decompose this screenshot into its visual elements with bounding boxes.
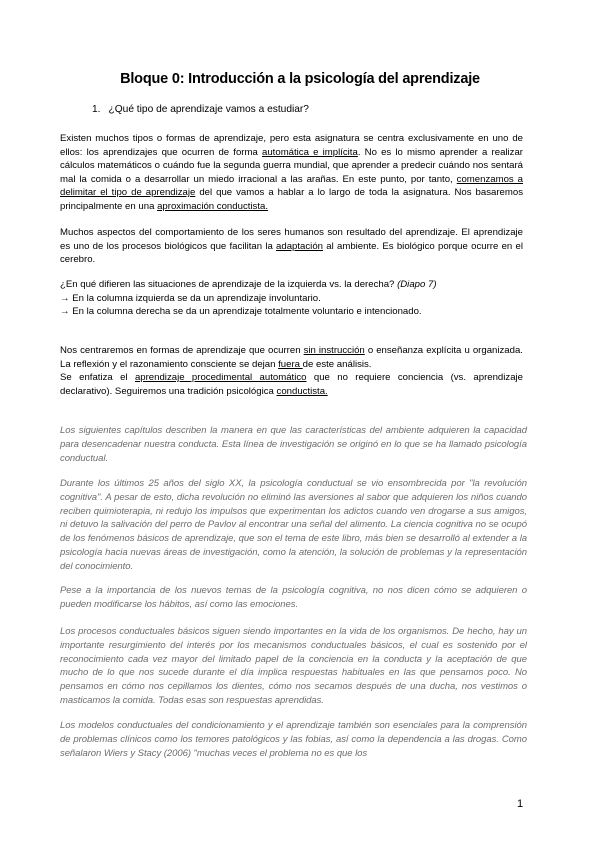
p1-underline-automatic: automática e implícita (262, 146, 358, 158)
p4-text-5: que no requiere conciencia (vs. aprendizaje declarativo). Seguiremos una tradición psicológica (60, 372, 523, 397)
quote-paragraph: Los procesos conductuales básicos siguen siendo importantes en la vida de los organismos. De hecho, hay un importante resurgimiento del interés por los mecanismos conductuales básicos, el cual es sostenido por el reconocimiento cada vez mayor del limitado papel de la conciencia en la conducta y la aceptación de que mucho de lo que nos sucede durante el día implica respuestas habituales en las que pensamos poco. No pensamos en cómo nos cepillamos los dientes, cómo nos secamos después de una ducha, nos vestimos o masticamos la comida. Todas esas son respuestas aprendidas. (60, 626, 527, 706)
section-heading (92, 104, 309, 115)
page-number: 1 (517, 798, 524, 810)
p4-underline-outside: fuera (278, 358, 303, 370)
quote-paragraph: Pese a la importancia de los nuevos temas de la psicología cognitiva, no nos dicen cómo se adquieren o pueden modificarse los hábitos, así como las emociones. (60, 585, 527, 610)
p1-underline-delimit: comenzamos a delimitar el tipo de aprendizaje (60, 173, 523, 199)
quote-paragraph: Los modelos conductuales del condicionamiento y el aprendizaje también son esenciales para la comprensión de problemas clínicos como los temores patológicos y las fobias, así como la dependencia a las drogas. Como señalaron Wiers y Stacy (2006) "muchas veces el problema no es que los (60, 720, 527, 759)
focus-line-1 (60, 344, 523, 371)
question-text: ¿En qué difieren las situaciones de aprendizaje de la izquierda vs. la derecha? (60, 279, 398, 290)
p2-text-1: Muchos aspectos del comportamiento de los seres humanos son resultado del aprendizaje. El aprendizaje es uno de los procesos biológicos que facilitan la (60, 227, 523, 252)
quote-paragraph: Los siguientes capítulos describen la manera en que las características del ambiente adquieren la capacidad para desencadenar nuestra conducta. Esta línea de investigación se originó en lo que se ha llamado psicología conductual. (60, 425, 527, 464)
paragraph-focus (60, 344, 523, 398)
question-reference: (Diapo 7) (397, 279, 437, 290)
paragraph-learning-types (60, 132, 523, 214)
question-line (60, 278, 530, 292)
p1-underline-behaviorist: aproximación conductista. (157, 200, 268, 212)
page-title: Bloque 0: Introducción a la psicología del aprendizaje (120, 71, 480, 87)
paragraph-adaptation (60, 226, 523, 267)
section-number: 1. (92, 104, 101, 115)
p4-text-2: o enseñanza explícita u organizada. La reflexión y el razonamiento consciente se dejan (60, 345, 523, 370)
p2-underline-adaptation: adaptación (276, 240, 323, 252)
focus-line-2 (60, 371, 523, 398)
answer-line-left: → En la columna izquierda se da un aprendizaje involuntario. (60, 292, 321, 304)
answer-line-right: → En la columna derecha se da un aprendizaje totalmente voluntario e intencionado. (60, 306, 422, 318)
p1-text-2: . No es lo mismo aprender a realizar cálculos matemáticos o cuándo fue la segunda guerra mundial, que aprender a predecir cuándo nos sentará mal la comida o a desarrollar un miedo irracional a las arañas. En este punto, por tanto, (60, 146, 523, 185)
p1-text-3: del que vamos a hablar a lo largo de toda la asignatura. Nos basaremos principalmente en una (60, 187, 523, 212)
p4-text-1: Nos centraremos en formas de aprendizaje que ocurren (60, 345, 304, 356)
p1-text-1: Existen muchos tipos o formas de aprendizaje, pero esta asignatura se centra exclusivamente en uno de ellos: los aprendizajes que ocurren de forma (60, 133, 523, 158)
p4-text-4: Se enfatiza el (60, 372, 135, 384)
p4-underline-no-instruction: sin instrucción (303, 345, 365, 356)
p2-text-2: al ambiente. Es biológico porque ocurre en el cerebro. (60, 240, 523, 266)
p4-underline-behaviorist: conductista. (276, 385, 328, 397)
quote-paragraph: Durante los últimos 25 años del siglo XX, la psicología conductual se vio ensombrecida por "la revolución cognitiva". A pesar de esto, dicha revolución no eliminó las aversiones al sabor que adquieren los niños cuando reciben quimioterapia, ni redujo los impulsos que experimentan los adictos cuando ven drogarse a sus amigos, ni detuvo la salivación del perro de Pavlov al encontrar una señal del alimento. La ciencia cognitiva no se ocupó de los fenómenos básicos de aprendizaje, que son el tema de este libro, más bien se desarrolló al extender a la psicología hacia nuevas áreas de investigación, como la atención, la solución de problemas y la representación del conocimiento. (60, 478, 527, 572)
p4-underline-procedural: aprendizaje procedimental automático (134, 372, 307, 384)
paragraph-question (60, 278, 530, 319)
section-heading-text: ¿Qué tipo de aprendizaje vamos a estudiar? (108, 104, 309, 115)
p4-text-3: de este análisis. (302, 358, 372, 370)
